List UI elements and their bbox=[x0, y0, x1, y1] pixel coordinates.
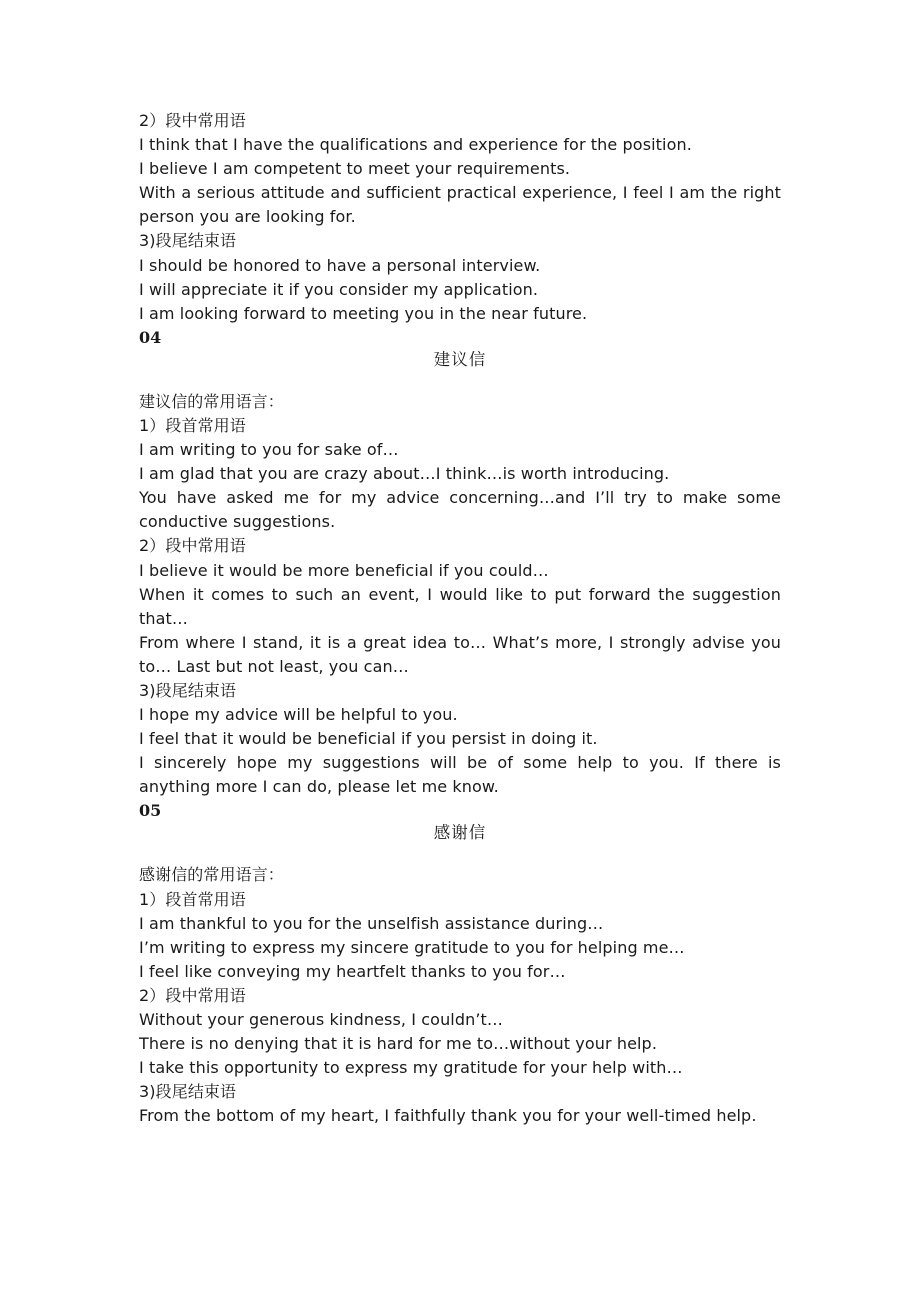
section-heading-end: 3)段尾结束语 bbox=[139, 1082, 237, 1102]
phrase-line: There is no denying that it is hard for me to…without your help. bbox=[139, 1034, 658, 1054]
section-heading-start: 1）段首常用语 bbox=[139, 889, 246, 909]
phrase-line: Without your generous kindness, I couldn’t… bbox=[139, 1010, 504, 1029]
section-title: 建议信 bbox=[433, 349, 487, 369]
phrase-paragraph: You have asked me for my advice concerning…and I’ll try to make some conductive suggestions. bbox=[139, 488, 781, 532]
section-number: 04 bbox=[139, 327, 162, 347]
phrase-line: I will appreciate it if you consider my application. bbox=[139, 279, 539, 299]
phrase-line: I am glad that you are crazy about…I think…is worth introducing. bbox=[139, 464, 670, 484]
phrase-paragraph: From where I stand, it is a great idea to… What’s more, I strongly advise you to… Last but not least, you can… bbox=[139, 632, 781, 676]
section-heading-start: 1）段首常用语 bbox=[139, 415, 246, 435]
phrase-paragraph: When it comes to such an event, I would like to put forward the suggestion that… bbox=[139, 584, 781, 628]
section-intro: 建议信的常用语言： bbox=[139, 391, 284, 411]
phrase-line: I should be honored to have a personal interview. bbox=[139, 255, 541, 275]
section-heading-mid: 2）段中常用语 bbox=[139, 985, 246, 1005]
phrase-line: I take this opportunity to express my gratitude for your help with… bbox=[139, 1058, 683, 1078]
phrase-line: I believe it would be more beneficial if you could… bbox=[139, 560, 549, 580]
phrase-line: I think that I have the qualifications and experience for the position. bbox=[139, 135, 692, 155]
phrase-line: I am writing to you for sake of… bbox=[139, 440, 399, 460]
section-heading-end: 3)段尾结束语 bbox=[139, 231, 237, 251]
phrase-line: I am looking forward to meeting you in the near future. bbox=[139, 303, 588, 323]
phrase-line: I feel like conveying my heartfelt thanks to you for… bbox=[139, 961, 566, 981]
phrase-line: I am thankful to you for the unselfish assistance during… bbox=[139, 913, 604, 933]
phrase-paragraph: With a serious attitude and sufficient practical experience, I feel I am the right person you are looking for. bbox=[139, 183, 781, 227]
phrase-paragraph: I sincerely hope my suggestions will be of some help to you. If there is anything more I can do, please let me know. bbox=[139, 753, 781, 797]
phrase-line: I’m writing to express my sincere gratitude to you for helping me… bbox=[139, 937, 685, 957]
phrase-line: I hope my advice will be helpful to you. bbox=[139, 705, 458, 725]
section-heading-end: 3)段尾结束语 bbox=[139, 680, 237, 700]
section-number: 05 bbox=[139, 801, 162, 821]
phrase-line: I believe I am competent to meet your requirements. bbox=[139, 159, 571, 179]
section-title: 感谢信 bbox=[433, 823, 487, 843]
section-heading-mid: 2）段中常用语 bbox=[139, 536, 246, 556]
phrase-line: I feel that it would be beneficial if you persist in doing it. bbox=[139, 729, 598, 749]
section-heading-mid: 2）段中常用语 bbox=[139, 111, 246, 130]
document-page bbox=[139, 109, 781, 1128]
section-intro: 感谢信的常用语言： bbox=[139, 865, 284, 885]
phrase-line: From the bottom of my heart, I faithfully thank you for your well-timed help. bbox=[139, 1106, 757, 1126]
